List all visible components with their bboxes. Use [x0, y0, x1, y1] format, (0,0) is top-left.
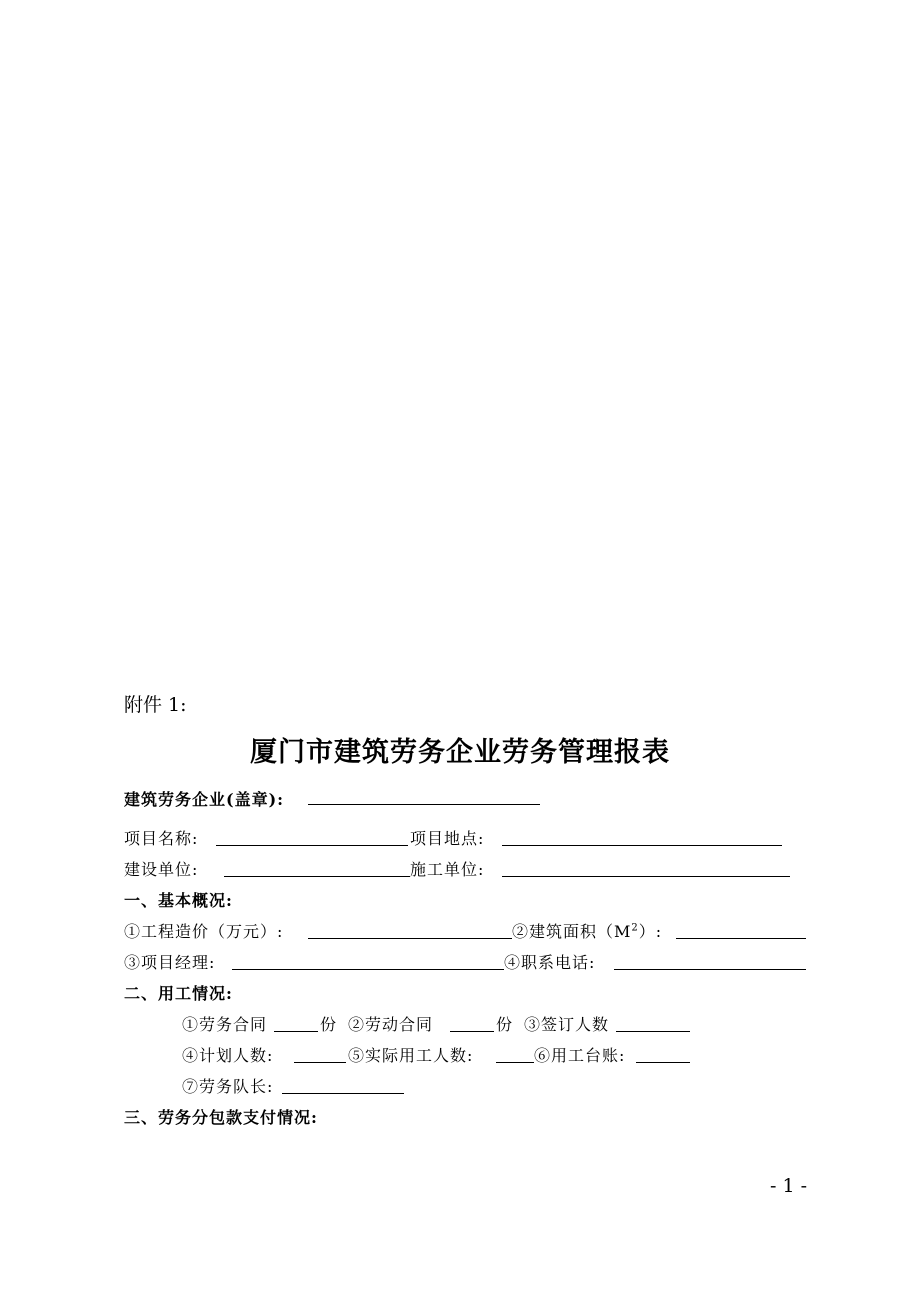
- phone-field[interactable]: [614, 969, 806, 970]
- signed-field[interactable]: [616, 1031, 690, 1032]
- planned-label: ④计划人数:: [182, 1046, 274, 1065]
- cost-field[interactable]: [308, 938, 512, 939]
- work-contract-field[interactable]: [450, 1031, 494, 1032]
- leader-field[interactable]: [282, 1093, 404, 1094]
- page-title: 厦门市建筑劳务企业劳务管理报表: [250, 737, 670, 768]
- ledger-label: ⑥用工台账:: [534, 1046, 626, 1065]
- project-location-field[interactable]: [502, 845, 782, 846]
- project-name-field[interactable]: [216, 845, 408, 846]
- attachment-label: 附件 1:: [124, 694, 187, 716]
- area-field[interactable]: [676, 938, 806, 939]
- section-basic-overview: 一、基本概况:: [124, 891, 233, 910]
- page-number: - 1 -: [770, 1175, 808, 1197]
- project-name-label: 项目名称:: [124, 829, 199, 848]
- signed-label: ③签订人数: [524, 1015, 610, 1034]
- actual-label: ⑤实际用工人数:: [348, 1046, 474, 1065]
- manager-label: ③项目经理:: [124, 953, 216, 972]
- company-label: 建筑劳务企业(盖章):: [124, 790, 285, 809]
- area-label: ②建筑面积$(M^2)$:: [512, 922, 663, 941]
- phone-label: ④职系电话:: [504, 953, 596, 972]
- work-contract-unit: 份: [496, 1015, 514, 1034]
- manager-field[interactable]: [232, 969, 504, 970]
- cost-label: ①工程造价（万元）:: [124, 922, 284, 941]
- section-payment: 三、劳务分包款支付情况:: [124, 1108, 318, 1127]
- work-contract-label: ②劳动合同: [348, 1015, 434, 1034]
- builder-field[interactable]: [224, 876, 410, 877]
- ledger-field[interactable]: [636, 1062, 690, 1063]
- section-labor-usage: 二、用工情况:: [124, 984, 233, 1003]
- leader-label: ⑦劳务队长:: [182, 1077, 274, 1096]
- constructor-field[interactable]: [502, 876, 790, 877]
- labor-contract-label: ①劳务合同: [182, 1015, 268, 1034]
- project-location-label: 项目地点:: [410, 829, 485, 848]
- constructor-label: 施工单位:: [410, 860, 485, 879]
- planned-field[interactable]: [294, 1062, 346, 1063]
- labor-contract-unit: 份: [320, 1015, 338, 1034]
- builder-label: 建设单位:: [124, 860, 199, 879]
- actual-field[interactable]: [496, 1062, 534, 1063]
- company-field[interactable]: [308, 804, 540, 805]
- labor-contract-field[interactable]: [274, 1031, 318, 1032]
